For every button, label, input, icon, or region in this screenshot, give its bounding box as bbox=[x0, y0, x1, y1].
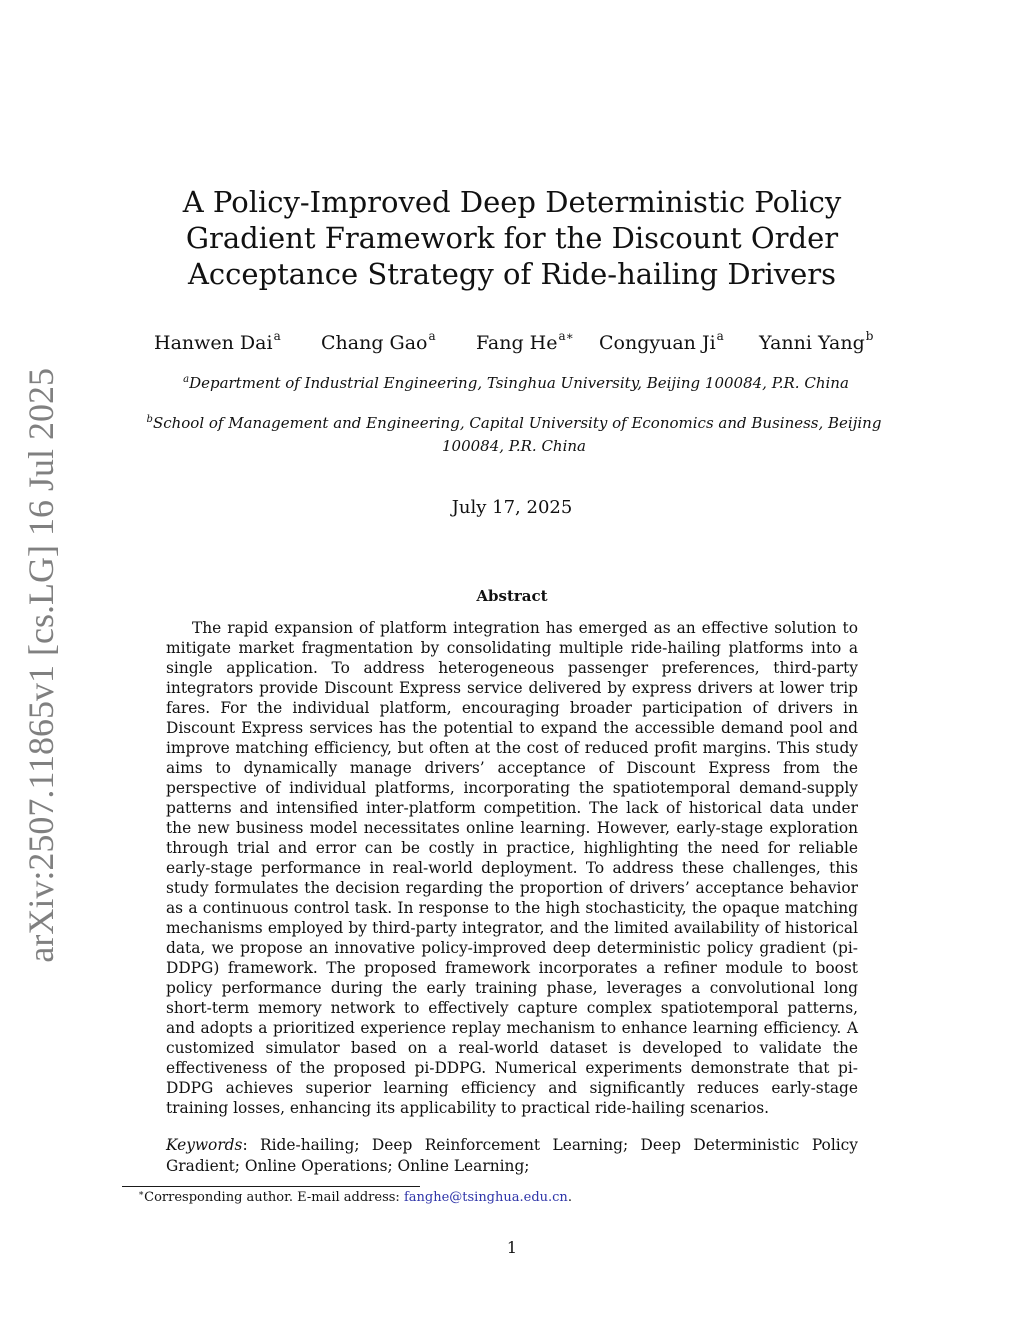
author-name: Hanwen Dai$^a$ bbox=[154, 329, 281, 354]
author-affiliation-mark: a bbox=[428, 329, 436, 343]
arxiv-identifier: arXiv:2507.11865v1 [cs.LG] 16 Jul 2025 bbox=[21, 367, 61, 963]
author-list bbox=[142, 328, 882, 358]
author-name: Fang $He^{a∗}$ bbox=[476, 329, 574, 354]
publication-date: July 17, 2025 bbox=[451, 497, 573, 518]
author-name: Congyuan Ji$^a$ bbox=[599, 329, 724, 354]
corresponding-author-footnote bbox=[138, 1187, 898, 1208]
affiliation-mark: a bbox=[183, 374, 190, 385]
abstract-heading: Abstract bbox=[476, 587, 548, 605]
author-name: Yanni Yang$^b$ bbox=[759, 329, 874, 354]
affiliation-a bbox=[176, 372, 856, 395]
footnote-mark: ∗ bbox=[138, 1189, 145, 1199]
author-affiliation-mark: a bbox=[273, 329, 281, 343]
abstract-body: The rapid expansion of platform integration has emerged as an effective solution to mitigate market fragmentation by consolidating multiple ride-hailing platforms into a single application. To address heterogeneous passenger preferences, third-party integrators provide Discount Express service delivered by express drivers at lower trip fares. For the individual platform, encouraging broader participation of drivers in Discount Express services has the potential to expand the accessible demand pool and improve matching efficiency, but often at the cost of reduced profit margins. This study aims to dynamically manage drivers’ acceptance of Discount Express from the perspective of individual platforms, incorporating the spatiotemporal demand-supply patterns and intensified inter-platform competition. The lack of historical data under the new business model necessitates online learning. However, early-stage exploration through trial and error can be costly in practice, highlighting the need for reliable early-stage performance in real-world deployment. To address these challenges, this study formulates the decision regarding the proportion of drivers’ acceptance behavior as a continuous control task. In response to the high stochasticity, the opaque matching mechanisms employed by third-party integrator, and the limited availability of historical data, we propose an innovative policy-improved deep deterministic policy gradient (pi-DDPG) framework. The proposed framework incorporates a refiner module to boost policy performance during the early training phase, leverages a convolutional long short-term memory network to effectively capture complex spatiotemporal patterns, and adopts a prioritized experience replay mechanism to enhance learning efficiency. A customized simulator based on a real-world dataset is developed to validate the effectiveness of the proposed pi-DDPG. Numerical experiments demonstrate that pi-DDPG achieves superior learning efficiency and significantly reduces early-stage training losses, enhancing its applicability to practical ride-hailing scenarios. bbox=[166, 619, 858, 1117]
author-affiliation-mark: b bbox=[865, 329, 874, 343]
arxiv-side-stamp bbox=[19, 367, 63, 963]
author-affiliation-mark: a∗ bbox=[558, 329, 574, 343]
footnote-text: Corresponding author. E-mail address: bbox=[144, 1190, 400, 1205]
page-number: 1 bbox=[506, 1238, 518, 1257]
email-link[interactable]: fanghe@tsinghua.edu.cn bbox=[403, 1190, 568, 1205]
affiliation-text: School of Management and Engineering, Capital University of Economics and Business, Beijing 100084, P.R. China bbox=[152, 414, 882, 455]
keywords-label: Keywords bbox=[166, 1136, 243, 1154]
affiliation-mark: b bbox=[146, 414, 153, 425]
affiliation-b bbox=[128, 412, 900, 458]
footnote-trailing-punctuation: . bbox=[567, 1190, 572, 1205]
author-affiliation-mark: a bbox=[716, 329, 724, 343]
keywords-separator: : bbox=[242, 1136, 248, 1154]
paper-title: A Policy-Improved Deep Deterministic Policy Gradient Framework for the Discount Order Acceptance Strategy of Ride-hailing Drivers bbox=[182, 185, 842, 291]
keywords-list: Ride-hailing; Deep Reinforcement Learning; Deep Deterministic Policy Gradient; Online Operations; Online Learning; bbox=[166, 1136, 858, 1175]
author-name: Chang Gao$^a$ bbox=[321, 329, 436, 354]
affiliation-text: Department of Industrial Engineering, Tsinghua University, Beijing 100084, P.R. China bbox=[189, 374, 849, 392]
keywords bbox=[166, 1135, 858, 1177]
